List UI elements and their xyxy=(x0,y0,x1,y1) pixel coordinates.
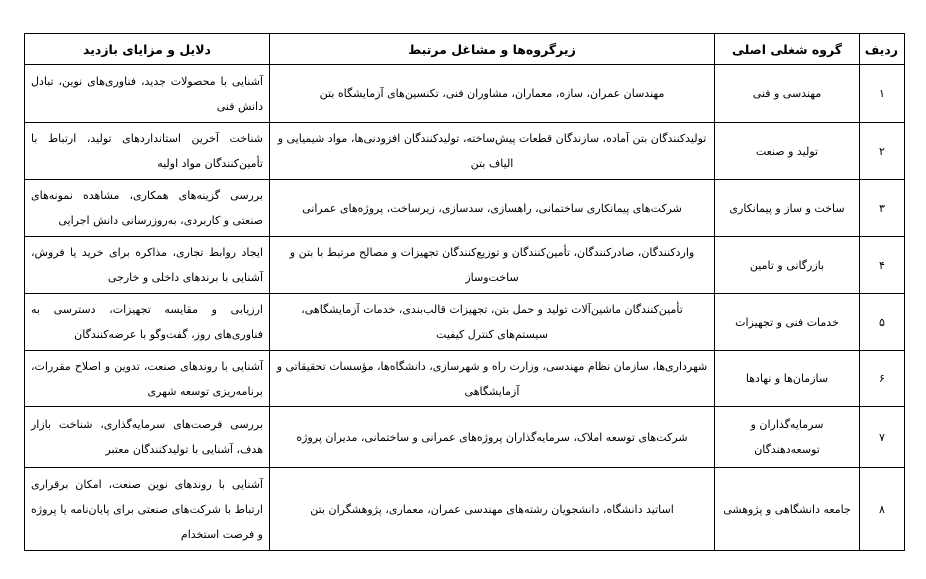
subgroups-cell: تولیدکنندگان بتن آماده، سازندگان قطعات پیش‌ساخته، تولیدکنندگان افزودنی‌ها، مواد شیمیایی و الیاف بتن xyxy=(270,123,715,180)
main-group-cell: جامعه دانشگاهی و پژوهشی xyxy=(715,468,860,551)
subgroups-cell: شرکت‌های توسعه املاک، سرمایه‌گذاران پروژه‌های عمرانی و ساختمانی، مدیران پروژه xyxy=(270,407,715,468)
main-group-cell: خدمات فنی و تجهیزات xyxy=(715,294,860,351)
table-row xyxy=(25,407,905,468)
header-subgroups: زیرگروه‌ها و مشاغل مرتبط xyxy=(270,34,715,65)
main-group-cell: سرمایه‌گذاران و توسعه‌دهندگان xyxy=(715,407,860,468)
reasons-cell: شناخت آخرین استانداردهای تولید، ارتباط با تأمین‌کنندگان مواد اولیه xyxy=(25,123,270,180)
main-group-cell: سازمان‌ها و نهادها xyxy=(715,351,860,407)
row-number: ۷ xyxy=(860,407,905,468)
header-main-group: گروه شغلی اصلی xyxy=(715,34,860,65)
reasons-cell: بررسی گزینه‌های همکاری، مشاهده نمونه‌های صنعتی و کاربردی، به‌روزرسانی دانش اجرایی xyxy=(25,180,270,237)
visitor-groups-table xyxy=(24,33,905,551)
table-row xyxy=(25,180,905,237)
subgroups-cell: تأمین‌کنندگان ماشین‌آلات تولید و حمل بتن، تجهیزات قالب‌بندی، خدمات آزمایشگاهی، سیستم‌های کنترل کیفیت xyxy=(270,294,715,351)
reasons-cell: ایجاد روابط تجاری، مذاکره برای خرید یا فروش، آشنایی با برندهای داخلی و خارجی xyxy=(25,237,270,294)
subgroups-cell: واردکنندگان، صادرکنندگان، تأمین‌کنندگان و توزیع‌کنندگان تجهیزات و مصالح مرتبط با بتن و ساخت‌وساز xyxy=(270,237,715,294)
table-row xyxy=(25,351,905,407)
row-number: ۴ xyxy=(860,237,905,294)
table-row xyxy=(25,237,905,294)
reasons-cell: بررسی فرصت‌های سرمایه‌گذاری، شناخت بازار هدف، آشنایی با تولیدکنندگان معتبر xyxy=(25,407,270,468)
reasons-cell: آشنایی با روندهای نوین صنعت، امکان برقراری ارتباط با شرکت‌های صنعتی برای پایان‌نامه یا پروژه و فرصت استخدام xyxy=(25,468,270,551)
table-row xyxy=(25,123,905,180)
reasons-cell: آشنایی با روندهای صنعت، تدوین و اصلاح مقررات، برنامه‌ریزی توسعه شهری xyxy=(25,351,270,407)
row-number: ۶ xyxy=(860,351,905,407)
row-number: ۱ xyxy=(860,65,905,123)
subgroups-cell: شهرداری‌ها، سازمان نظام مهندسی، وزارت راه و شهرسازی، دانشگاه‌ها، مؤسسات تحقیقاتی و آزمایشگاهی xyxy=(270,351,715,407)
subgroups-cell: اساتید دانشگاه، دانشجویان رشته‌های مهندسی عمران، معماری، پژوهشگران بتن xyxy=(270,468,715,551)
row-number: ۵ xyxy=(860,294,905,351)
table-row xyxy=(25,294,905,351)
row-number: ۳ xyxy=(860,180,905,237)
table-row xyxy=(25,65,905,123)
reasons-cell: آشنایی با محصولات جدید، فناوری‌های نوین، تبادل دانش فنی xyxy=(25,65,270,123)
header-row-number: ردیف xyxy=(860,34,905,65)
main-group-cell: مهندسی و فنی xyxy=(715,65,860,123)
table-row xyxy=(25,468,905,551)
header-row xyxy=(25,34,905,65)
reasons-cell: ارزیابی و مقایسه تجهیزات، دسترسی به فناوری‌های روز، گفت‌وگو با عرضه‌کنندگان xyxy=(25,294,270,351)
row-number: ۲ xyxy=(860,123,905,180)
main-group-cell: بازرگانی و تامین xyxy=(715,237,860,294)
main-group-cell: ساخت و ساز و پیمانکاری xyxy=(715,180,860,237)
main-group-cell: تولید و صنعت xyxy=(715,123,860,180)
subgroups-cell: مهندسان عمران، سازه، معماران، مشاوران فنی، تکنسین‌های آزمایشگاه بتن xyxy=(270,65,715,123)
subgroups-cell: شرکت‌های پیمانکاری ساختمانی، راهسازی، سدسازی، زیرساخت، پروژه‌های عمرانی xyxy=(270,180,715,237)
row-number: ۸ xyxy=(860,468,905,551)
header-reasons: دلایل و مزایای بازدید xyxy=(25,34,270,65)
